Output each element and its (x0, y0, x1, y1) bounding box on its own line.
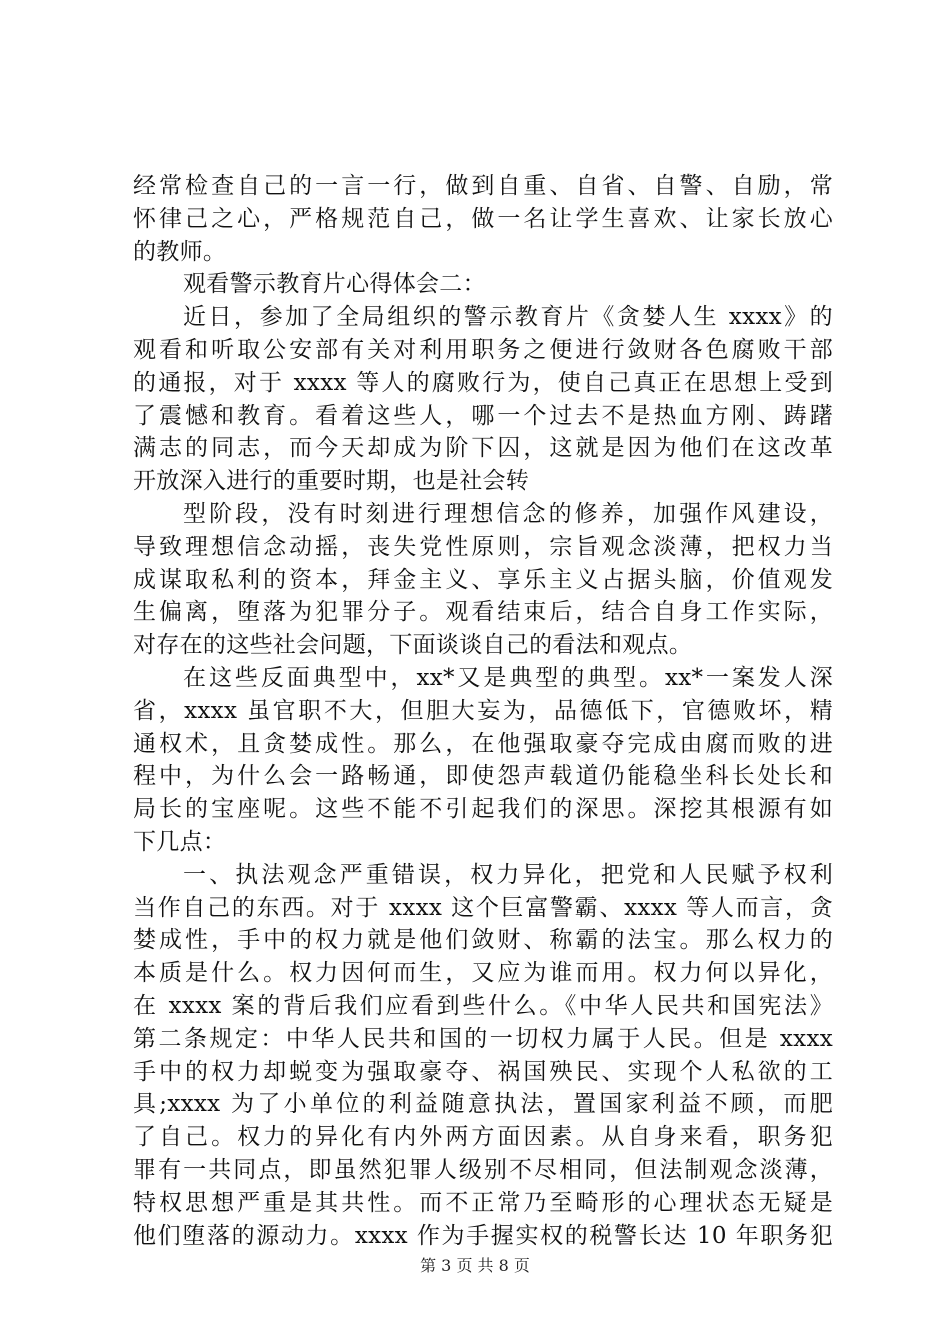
text-line: 导致理想信念动摇，丧失党性原则，宗旨观念淡薄，把权力当 (133, 533, 833, 560)
text-line: 第二条规定：中华人民共和国的一切权力属于人民。但是 xxxx (133, 1025, 833, 1052)
text-line: 他们堕落的源动力。xxxx 作为手握实权的税警长达 10 年职务犯 (133, 1222, 833, 1249)
text-line: 下几点： (133, 828, 227, 855)
text-line: 观看警示教育片心得体会二： (183, 271, 486, 298)
text-line: 成谋取私利的资本，拜金主义、享乐主义占据头脑，价值观发 (133, 566, 833, 593)
text-line: 省，xxxx 虽官职不大，但胆大妄为，品德低下，官德败坏，精 (133, 697, 833, 724)
text-line: 经常检查自己的一言一行，做到自重、自省、自警、自励，常 (133, 173, 833, 199)
text-line: 一、执法观念严重错误，权力异化，把党和人民赋予权利 (183, 861, 833, 888)
text-line: 了震憾和教育。看着这些人，哪一个过去不是热血方刚、踌躇 (133, 402, 833, 429)
document-body (133, 170, 833, 1252)
text-line: 开放深入进行的重要时期，也是社会转 (133, 468, 530, 495)
text-line: 观看和听取公安部有关对利用职务之便进行敛财各色腐败干部 (133, 336, 833, 363)
text-line: 程中，为什么会一路畅通，即使怨声载道仍能稳坐科长处长和 (133, 763, 833, 790)
text-line: 特权思想严重是其共性。而不正常乃至畸形的心理状态无疑是 (133, 1189, 833, 1216)
text-line: 本质是什么。权力因何而生，又应为谁而用。权力何以异化， (133, 960, 833, 987)
text-line: 在 xxxx 案的背后我们应看到些什么。《中华人民共和国宪法》 (133, 992, 833, 1019)
page-footer: 第 3 页 共 8 页 (420, 1256, 530, 1275)
text-line: 手中的权力却蜕变为强取豪夺、祸国殃民、实现个人私欲的工 (133, 1058, 833, 1085)
text-line: 在这些反面典型中，xx*又是典型的典型。xx*一案发人深 (183, 664, 833, 691)
text-line: 近日，参加了全局组织的警示教育片《贪婪人生 xxxx》的 (183, 304, 833, 331)
text-line: 对存在的这些社会问题，下面谈谈自己的看法和观点。 (133, 632, 693, 659)
text-line: 怀律己之心，严格规范自己，做一名让学生喜欢、让家长放心 (133, 205, 833, 232)
text-line: 当作自己的东西。对于 xxxx 这个巨富警霸、xxxx 等人而言，贪 (133, 894, 833, 921)
text-line: 了自己。权力的异化有内外两方面因素。从自身来看，职务犯 (133, 1124, 833, 1151)
text-line: 的通报，对于 xxxx 等人的腐败行为，使自己真正在思想上受到 (133, 369, 833, 396)
text-line: 型阶段，没有时刻进行理想信念的修养，加强作风建设， (183, 500, 833, 527)
text-line: 的教师。 (133, 238, 227, 265)
text-line: 满志的同志，而今天却成为阶下囚，这就是因为他们在这改革 (133, 435, 833, 462)
text-line: 具;xxxx 为了小单位的利益随意执法，置国家利益不顾，而肥 (133, 1091, 833, 1118)
text-line: 婪成性，手中的权力就是他们敛财、称霸的法宝。那么权力的 (133, 927, 833, 954)
text-line: 通权术，且贪婪成性。那么，在他强取豪夺完成由腐而败的进 (133, 730, 833, 757)
text-line: 局长的宝座呢。这些不能不引起我们的深思。深挖其根源有如 (133, 796, 833, 823)
text-line: 罪有一共同点，即虽然犯罪人级别不尽相同，但法制观念淡薄， (133, 1156, 833, 1183)
text-line: 生偏离，堕落为犯罪分子。观看结束后，结合自身工作实际， (133, 599, 833, 626)
